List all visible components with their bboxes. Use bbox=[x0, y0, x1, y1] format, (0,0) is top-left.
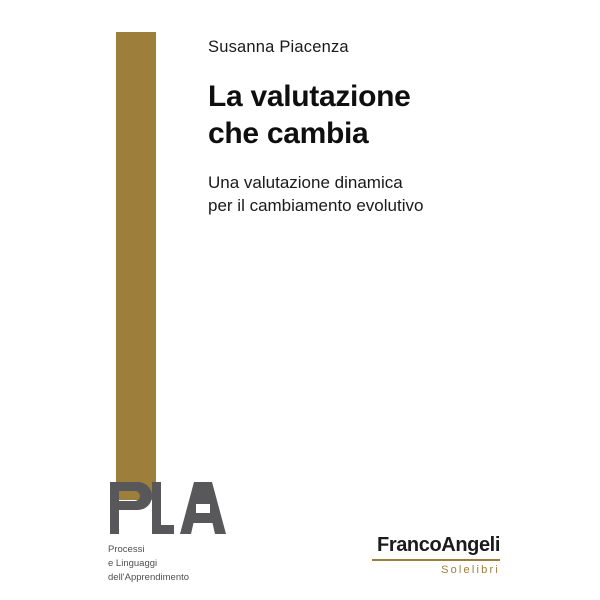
book-subtitle bbox=[208, 172, 508, 217]
publisher-name-angeli: Angeli bbox=[441, 534, 500, 556]
series-logo-block bbox=[108, 480, 298, 584]
series-caption bbox=[108, 543, 298, 584]
publisher-imprint: Solelibri bbox=[441, 564, 500, 576]
publisher-name bbox=[320, 535, 500, 555]
series-caption-line-2: e Linguaggi bbox=[108, 557, 158, 569]
book-title-line-1: La valutazione bbox=[208, 80, 411, 113]
pla-logo-icon bbox=[108, 480, 228, 536]
series-caption-line-1: Processi bbox=[108, 544, 145, 555]
publisher-logo-block bbox=[320, 535, 500, 576]
cover-canvas bbox=[78, 10, 522, 590]
book-subtitle-line-1: Una valutazione dinamica bbox=[208, 173, 403, 193]
author-name: Susanna Piacenza bbox=[208, 38, 349, 56]
book-title-line-2: che cambia bbox=[208, 116, 369, 150]
cover-text-column bbox=[208, 38, 508, 217]
gold-vertical-bar bbox=[116, 32, 156, 500]
series-caption-line-3: dell'Apprendimento bbox=[108, 571, 190, 583]
book-subtitle-line-2: per il cambiamento evolutivo bbox=[208, 195, 424, 215]
publisher-name-franco: Franco bbox=[377, 534, 442, 556]
book-title bbox=[208, 79, 508, 152]
publisher-rule bbox=[372, 559, 500, 561]
